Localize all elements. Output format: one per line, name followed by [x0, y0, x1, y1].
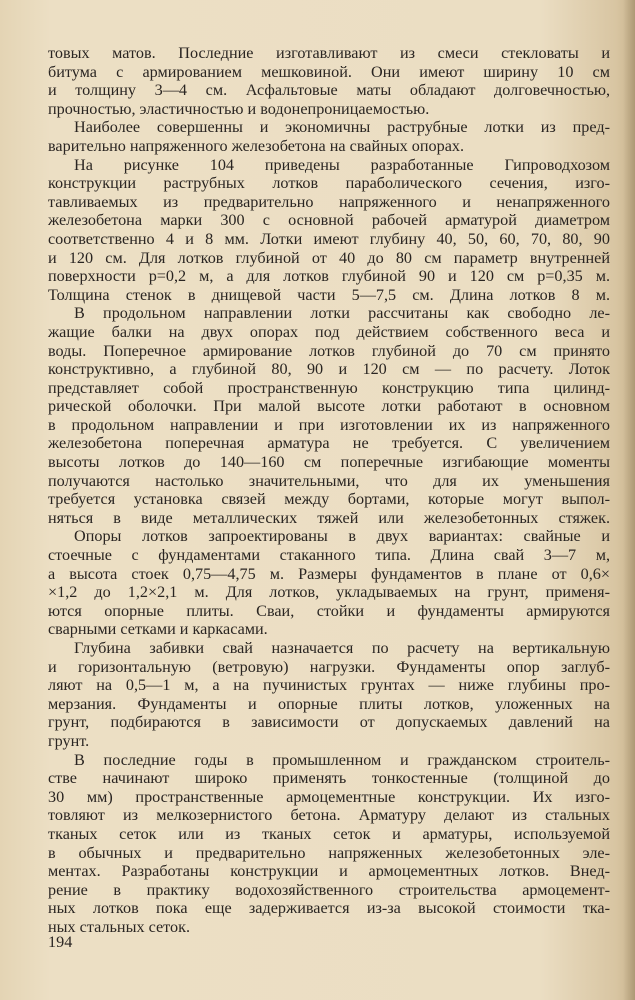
text-line: высоты лотков до 140—160 см поперечные изгибающие моменты: [48, 453, 610, 472]
text-line: а высота стоек 0,75—4,75 м. Размеры фундаментов в плане от 0,6×: [48, 564, 610, 583]
text-line: тавливаемых из предварительно напряженного и ненапряженного: [48, 192, 610, 211]
text-line: ×1,2 до 1,2×2,1 м. Для лотков, укладываемых на грунт, применя-: [48, 583, 610, 602]
text-line: рение в практику водохозяйственного строительства армоцемент-: [48, 880, 610, 899]
text-line: ментах. Разработаны конструкции и армоцементных лотков. Внед-: [48, 862, 610, 881]
text-line: прочностью, эластичностью и водонепроницаемостью.: [48, 99, 430, 118]
text-line: поверхности p=0,2 м, а для лотков глубиной 90 и 120 см p=0,35 м.: [48, 267, 610, 286]
text-line: 30 мм) пространственные армоцементные конструкции. Их изго-: [48, 787, 610, 806]
text-line: в продольном направлении и при изготовлении их из напряженного: [48, 415, 610, 434]
text-line: стоечные с фундаментами стаканного типа. Длина свай 3—7 м,: [48, 546, 610, 565]
text-line: Толщина стенок в днищевой части 5—7,5 см. Длина лотков 8 м.: [48, 285, 610, 304]
text-line: няться в виде металлических тяжей или железобетонных стяжек.: [48, 508, 610, 527]
text-line: сварными сетками и каркасами.: [48, 620, 268, 639]
text-line: воды. Поперечное армирование лотков глубиной до 70 см принято: [48, 341, 610, 360]
text-line: грунт.: [48, 731, 90, 750]
text-line: В последние годы в промышленном и гражданском строитель-: [74, 750, 610, 769]
text-line: и толщину 3—4 см. Асфальтовые маты обладают долговечностью,: [48, 81, 610, 100]
text-line: товых матов. Последние изготавливают из смеси стекловаты и: [48, 44, 610, 62]
text-line: грунт, подбираются в зависимости от допускаемых давлений на: [48, 713, 610, 732]
text-line: железобетона поперечная арматура не требуется. С увеличением: [48, 434, 610, 453]
text-line: ных лотков пока еще задерживается из-за высокой стоимости тка-: [48, 899, 610, 918]
page-body: [48, 44, 610, 937]
page-edge-shadow: [623, 0, 635, 1000]
text-line: мерзания. Фундаменты и опорные плиты лотков, уложенных на: [48, 694, 610, 713]
text-line: конструктивно, а глубиной 80, 90 и 120 см — по расчету. Лоток: [48, 360, 610, 379]
text-line: битума с армированием мешковиной. Они имеют ширину 10 см: [48, 62, 610, 81]
text-line: Наиболее совершенны и экономичны раструбные лотки из пред-: [74, 118, 610, 137]
text-line: товляют из мелкозернистого бетона. Арматуру делают из стальных: [48, 806, 610, 825]
text-line: варительно напряженного железобетона на свайных опорах.: [48, 136, 465, 155]
text-line: жащие балки на двух опорах под действием собственного веса и: [48, 322, 610, 341]
text-line: представляет собой пространственную конструкцию типа цилинд-: [48, 378, 610, 397]
text-line: ных стальных сеток.: [48, 917, 191, 936]
text-line: В продольном направлении лотки рассчитаны как свободно ле-: [74, 304, 610, 323]
text-line: железобетона марки 300 с основной рабочей арматурой диаметром: [48, 211, 610, 230]
text-line: соответственно 4 и 8 мм. Лотки имеют глубину 40, 50, 60, 70, 80, 90: [48, 229, 610, 248]
page-number: 194: [48, 933, 73, 951]
text-line: требуется установка связей между бортами, которые могут выпол-: [48, 490, 610, 509]
text-line: в обычных и предварительно напряженных железобетонных эле-: [48, 843, 610, 862]
text-line: стве начинают широко применять тонкостенные (толщиной до: [48, 769, 610, 788]
text-line: ляют на 0,5—1 м, а на пучинистых грунтах — ниже глубины про-: [48, 676, 610, 695]
text-line: и 120 см. Для лотков глубиной от 40 до 80 см параметр внутренней: [48, 248, 610, 267]
text-line: На рисунке 104 приведены разработанные Гипроводхозом: [74, 155, 610, 174]
text-line: ются опорные плиты. Сваи, стойки и фундаменты армируются: [48, 601, 610, 620]
text-line: получаются настолько значительными, что для их уменьшения: [48, 471, 610, 490]
text-line: рической оболочки. При малой высоте лотки работают в основном: [48, 397, 610, 416]
text-line: конструкции раструбных лотков параболического сечения, изго-: [48, 174, 610, 193]
text-line: Опоры лотков запроектированы в двух вариантах: свайные и: [74, 527, 610, 546]
text-line: тканых сеток или из тканых сеток и арматуры, используемой: [48, 824, 610, 843]
text-line: Глубина забивки свай назначается по расчету на вертикальную: [74, 639, 610, 657]
text-line: и горизонтальную (ветровую) нагрузки. Фундаменты опор заглуб-: [48, 657, 610, 676]
